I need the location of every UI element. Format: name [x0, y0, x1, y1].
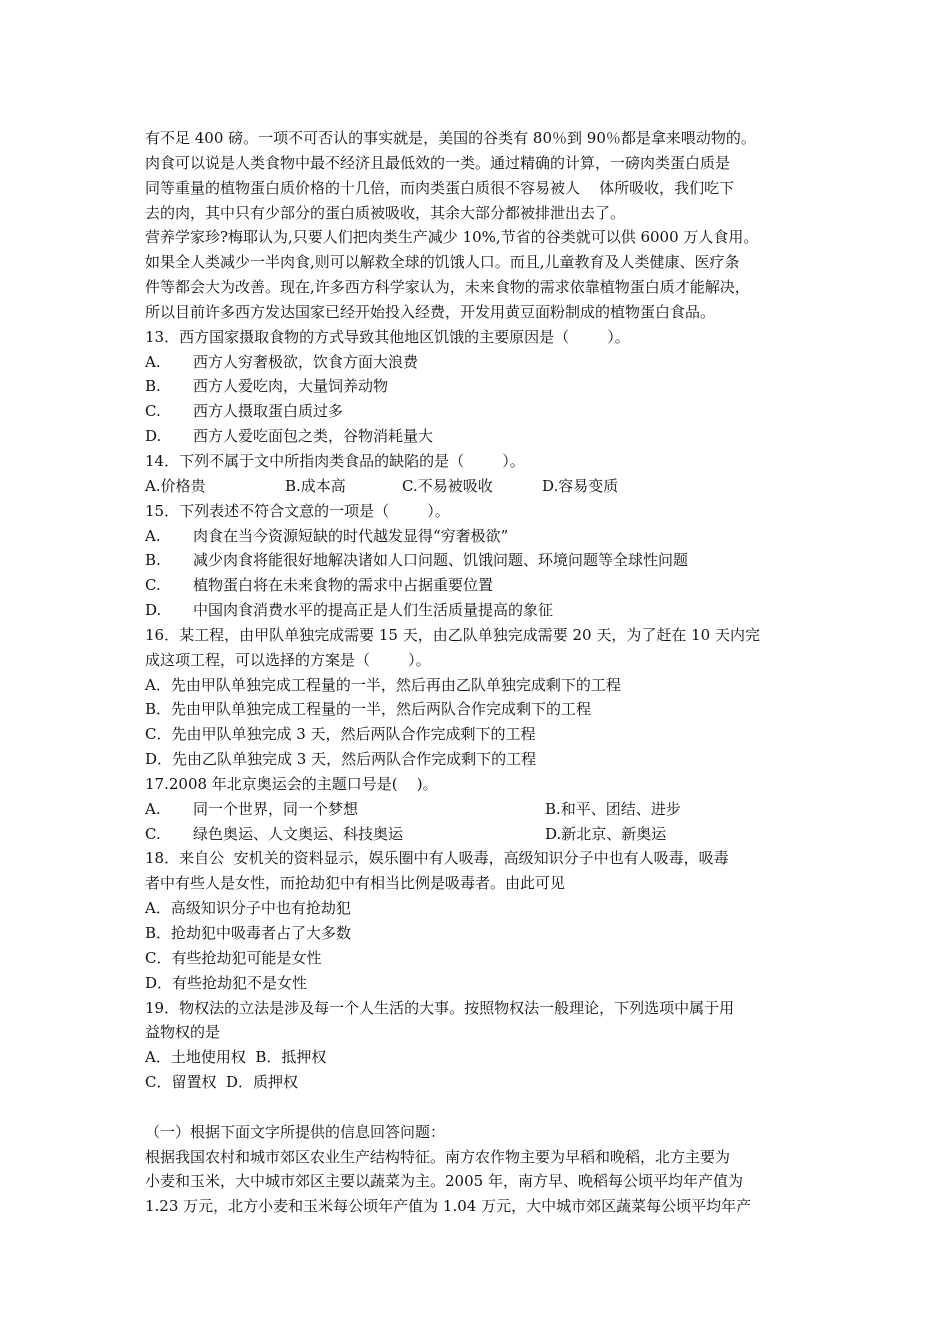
passage-line: 同等重量的植物蛋白质价格的十几倍，而肉类蛋白质很不容易被人 体所吸收，我们吃下: [145, 178, 735, 197]
options-row: [145, 797, 825, 822]
section-line: 小麦和玉米，大中城市郊区主要以蔬菜为主。2005 年，南方早、晚稻每公顷平均年产值为: [145, 1172, 743, 1191]
option-c: C.不易被吸收: [402, 476, 493, 495]
question-stem: 18．来自公 安机关的资料显示，娱乐圈中有人吸毒，高级知识分子中也有人吸毒，吸毒: [145, 849, 729, 868]
question-stem: 15．下列表述不符合文意的一项是（ ）。: [145, 501, 450, 520]
option-text: 肉食在当今资源短缺的时代越发显得“穷奢极欲”: [193, 526, 509, 545]
question-stem: 13．西方国家摄取食物的方式导致其他地区饥饿的主要原因是（ ）。: [145, 327, 630, 346]
question-stem: 17.2008 年北京奥运会的主题口号是( )。: [145, 774, 438, 793]
option-c: C．有些抢劫犯可能是女性: [145, 948, 322, 967]
passage-top: [145, 126, 825, 325]
question-16: [145, 623, 825, 772]
option-letter: B.: [145, 377, 161, 396]
options-row: A．土地使用权 B．抵押权: [145, 1048, 327, 1067]
option-letter: C.: [145, 576, 161, 595]
option-a: A．先由甲队单独完成工程量的一半，然后再由乙队单独完成剩下的工程: [145, 675, 621, 694]
option-letter: A.: [145, 352, 161, 371]
option-letter: A.: [145, 526, 161, 545]
option-d: D．先由乙队单独完成 3 天，然后两队合作完成剩下的工程: [145, 750, 537, 769]
option-text: 植物蛋白将在未来食物的需求中占据重要位置: [193, 576, 494, 595]
option-letter: C.: [145, 402, 161, 421]
passage-line: 如果全人类减少一半肉食,则可以解救全球的饥饿人口。而且,儿童教育及人类健康、医疗条: [145, 253, 740, 272]
question-15: [145, 499, 825, 623]
option-c: [145, 573, 825, 598]
option-text: 西方人爱吃肉，大量饲养动物: [193, 377, 389, 396]
question-14: [145, 449, 825, 499]
question-13: [145, 325, 825, 449]
question-stem: 14．下列不属于文中所指肉类食品的缺陷的是（ ）。: [145, 451, 525, 470]
option-text: 西方人摄取蛋白质过多: [193, 402, 344, 421]
option-letter: A.: [145, 799, 161, 818]
option-a: [145, 350, 825, 375]
option-a: A.价格贵: [145, 476, 206, 495]
question-stem: 益物权的是: [145, 1023, 221, 1042]
option-text: 绿色奥运、人文奥运、科技奥运: [193, 824, 404, 843]
option-b: B.和平、团结、进步: [545, 799, 681, 818]
question-stem: 16．某工程，由甲队单独完成需要 15 天，由乙队单独完成需要 20 天，为了赶在 10 天内完: [145, 625, 760, 644]
option-c: [145, 399, 825, 424]
option-d: D．有些抢劫犯不是女性: [145, 973, 308, 992]
option-text: 同一个世界，同一个梦想: [193, 799, 359, 818]
option-d: D.容易变质: [542, 476, 619, 495]
question-19: [145, 996, 825, 1095]
option-a: A．高级知识分子中也有抢劫犯: [145, 899, 351, 918]
blank-line: [145, 1095, 825, 1120]
option-text: 减少肉食将能很好地解决诸如人口问题、饥饿问题、环境问题等全球性问题: [193, 551, 689, 570]
option-letter: D.: [145, 427, 162, 446]
passage-line: 肉食可以说是人类食物中最不经济且最低效的一类。通过精确的计算，一磅肉类蛋白质是: [145, 153, 731, 172]
option-d: [145, 598, 825, 623]
question-17: [145, 772, 825, 847]
section-one: [145, 1120, 825, 1219]
option-c: C．先由甲队单独完成 3 天，然后两队合作完成剩下的工程: [145, 725, 536, 744]
passage-line: 所以目前许多西方发达国家已经开始投入经费，开发用黄豆面粉制成的植物蛋白食品。: [145, 302, 716, 321]
option-a: [145, 524, 825, 549]
document-body: [145, 126, 825, 1219]
option-b: [145, 374, 825, 399]
option-d: D.新北京、新奥运: [545, 824, 667, 843]
section-line: 1.23 万元，北方小麦和玉米每公顷年产值为 1.04 万元，大中城市郊区蔬菜每公顷平均年产: [145, 1197, 752, 1216]
option-a: [145, 797, 545, 822]
option-text: 西方人穷奢极欲，饮食方面大浪费: [193, 352, 419, 371]
options-row: C．留置权 D．质押权: [145, 1073, 299, 1092]
passage-line: 件等都会大为改善。现在,许多西方科学家认为，未来食物的需求依靠植物蛋白质才能解决，: [145, 278, 750, 297]
passage-line: 去的肉，其中只有少部分的蛋白质被吸收，其余大部分都被排泄出去了。: [145, 203, 626, 222]
option-b: B．抢劫犯中吸毒者占了大多数: [145, 924, 352, 942]
option-b: B.成本高: [285, 476, 346, 495]
option-c: [145, 822, 545, 847]
option-text: 西方人爱吃面包之类，谷物消耗量大: [193, 427, 434, 446]
section-line: 根据我国农村和城市郊区农业生产结构特征。南方农作物主要为早稻和晚稻，北方主要为: [145, 1147, 731, 1166]
question-stem: 成这项工程，可以选择的方案是（ ）。: [145, 650, 431, 669]
question-18: [145, 846, 825, 995]
question-stem: 者中有些人是女性，而抢劫犯中有相当比例是吸毒者。由此可见: [145, 874, 566, 893]
option-letter: B.: [145, 551, 161, 570]
option-b: [145, 548, 825, 573]
options-row: [145, 822, 825, 847]
passage-line: 营养学家珍?梅耶认为,只要人们把肉类生产减少 10%,节省的谷类就可以供 6000 万人食用。: [145, 228, 759, 247]
option-letter: C.: [145, 824, 161, 843]
option-b: B．先由甲队单独完成工程量的一半，然后两队合作完成剩下的工程: [145, 700, 592, 719]
section-heading: （一）根据下面文字所提供的信息回答问题：: [145, 1122, 446, 1141]
options-row: [145, 474, 825, 499]
option-text: 中国肉食消费水平的提高正是人们生活质量提高的象征: [193, 601, 554, 620]
question-stem: 19．物权法的立法是涉及每一个人生活的大事。按照物权法一般理论，下列选项中属于用: [145, 998, 735, 1017]
passage-line: 有不足 400 磅。一项不可否认的事实就是，美国的谷类有 80％到 90％都是拿来喂动物的。: [145, 129, 756, 147]
option-letter: D.: [145, 601, 162, 620]
option-d: [145, 424, 825, 449]
